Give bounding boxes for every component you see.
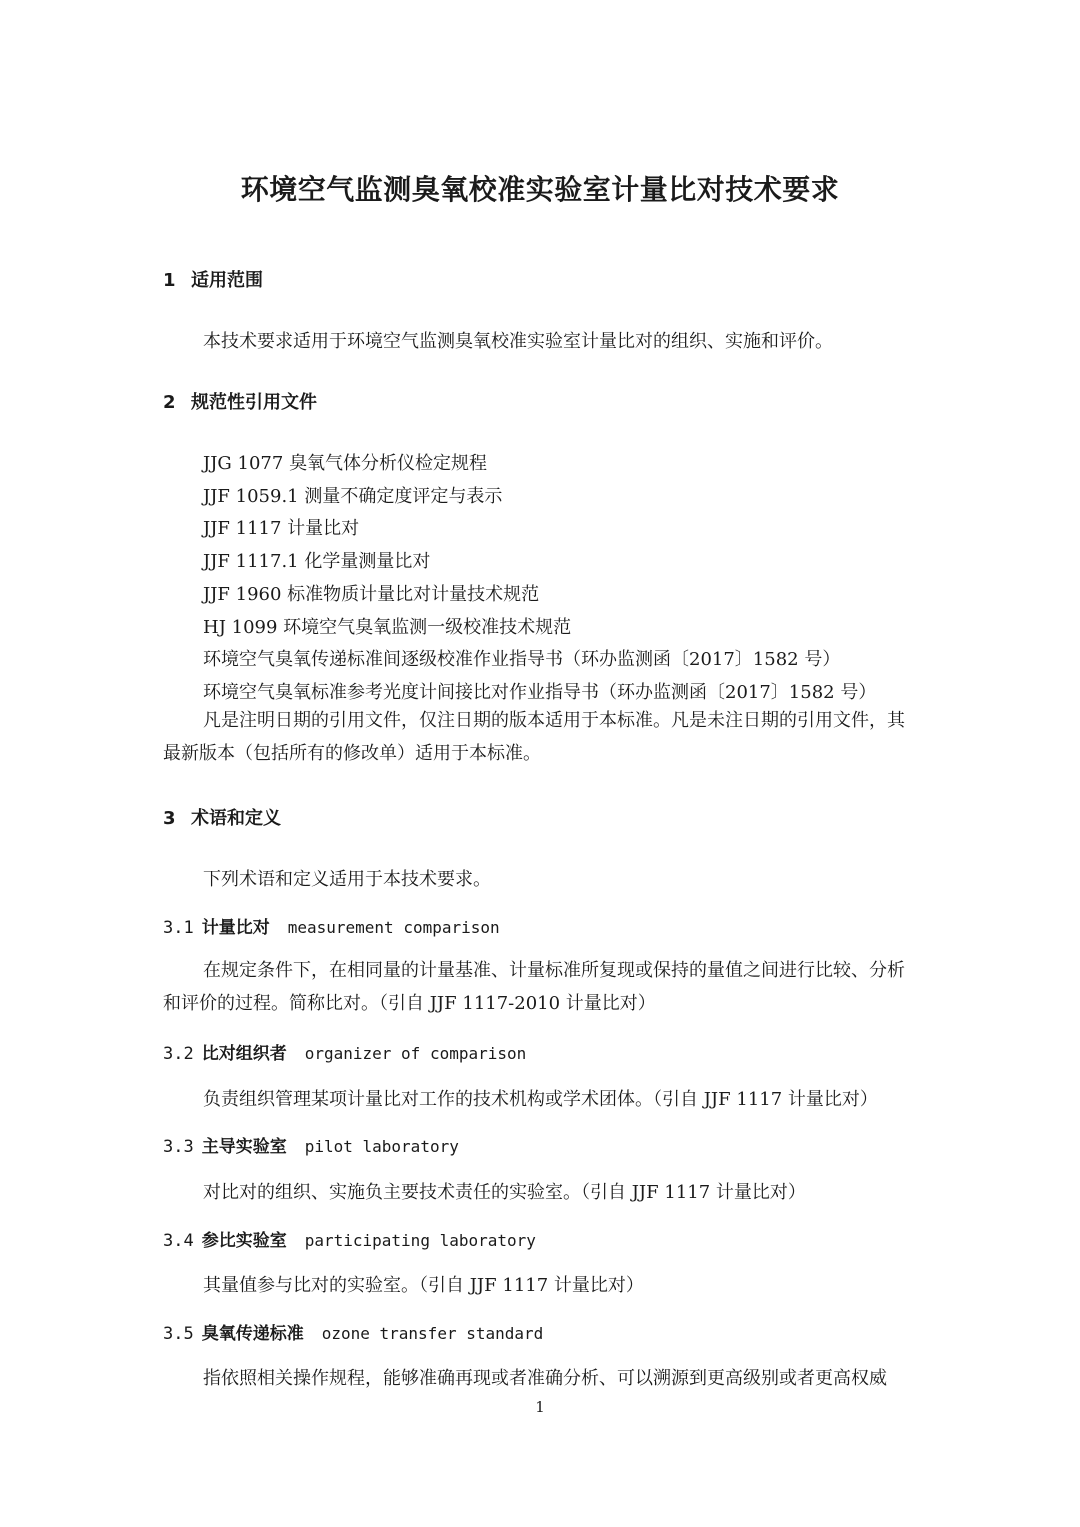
section-title: 术语和定义 (191, 808, 281, 829)
section-2-heading (163, 388, 317, 414)
reference-item: JJF 1960 标准物质计量比对计量技术规范 (203, 584, 540, 605)
reference-item: 环境空气臭氧传递标准间逐级校准作业指导书（环办监测函〔2017〕1582 号） (203, 649, 841, 670)
section-number: 1 (163, 270, 176, 291)
term-heading (163, 1039, 526, 1064)
section-3-heading (163, 804, 281, 830)
term-definition: 指依照相关操作规程，能够准确再现或者准确分析、可以溯源到更高级别或者更高权威 (203, 1368, 887, 1389)
reference-item: 环境空气臭氧标准参考光度计间接比对作业指导书（环办监测函〔2017〕1582 号） (203, 682, 877, 703)
term-heading (163, 1226, 536, 1251)
term-number: 3.4 (163, 1231, 194, 1251)
reference-item: JJF 1117.1 化学量测量比对 (203, 551, 431, 572)
term-heading (163, 1319, 543, 1344)
section-number: 2 (163, 392, 176, 413)
reference-note: 凡是注明日期的引用文件，仅注日期的版本适用于本标准。凡是未注日期的引用文件，其最新版本（包括所有的修改单）适用于本标准。 (163, 710, 905, 764)
term-zh: 参比实验室 (201, 1231, 287, 1251)
term-definition: 负责组织管理某项计量比对工作的技术机构或学术团体。（引自 JJF 1117 计量比对） (203, 1089, 878, 1110)
term-definition: 其量值参与比对的实验室。（引自 JJF 1117 计量比对） (203, 1275, 644, 1296)
term-en: pilot laboratory (304, 1137, 459, 1156)
term-definition: 对比对的组织、实施负主要技术责任的实验室。（引自 JJF 1117 计量比对） (203, 1182, 806, 1203)
term-zh: 臭氧传递标准 (201, 1324, 304, 1344)
reference-item: JJF 1117 计量比对 (203, 518, 360, 539)
reference-item: JJF 1059.1 测量不确定度评定与表示 (203, 486, 503, 507)
term-en: measurement comparison (287, 918, 500, 937)
section-title: 规范性引用文件 (191, 392, 317, 413)
term-number: 3.3 (163, 1137, 194, 1157)
section-1-text: 本技术要求适用于环境空气监测臭氧校准实验室计量比对的组织、实施和评价。 (203, 331, 833, 352)
term-heading (163, 1132, 459, 1157)
section-title: 适用范围 (191, 270, 263, 291)
term-heading (163, 913, 500, 938)
term-en: participating laboratory (304, 1231, 536, 1250)
term-definition: 在规定条件下，在相同量的计量基准、计量标准所复现或保持的量值之间进行比较、分析和评价的过程。简称比对。（引自 JJF 1117-2010 计量比对） (163, 960, 905, 1014)
page-number: 1 (535, 1398, 545, 1416)
term-number: 3.2 (163, 1044, 194, 1064)
section-3-intro: 下列术语和定义适用于本技术要求。 (203, 869, 491, 890)
reference-item: HJ 1099 环境空气臭氧监测一级校准技术规范 (203, 617, 572, 638)
term-en: organizer of comparison (304, 1044, 527, 1063)
term-zh: 比对组织者 (201, 1044, 287, 1064)
term-zh: 主导实验室 (201, 1137, 287, 1157)
reference-item: JJG 1077 臭氧气体分析仪检定规程 (203, 453, 488, 474)
document-title: 环境空气监测臭氧校准实验室计量比对技术要求 (240, 173, 840, 206)
term-en: ozone transfer standard (321, 1324, 544, 1343)
section-1-heading (163, 266, 263, 292)
term-number: 3.5 (163, 1324, 194, 1344)
section-number: 3 (163, 808, 176, 829)
term-zh: 计量比对 (201, 918, 270, 938)
term-number: 3.1 (163, 918, 194, 938)
